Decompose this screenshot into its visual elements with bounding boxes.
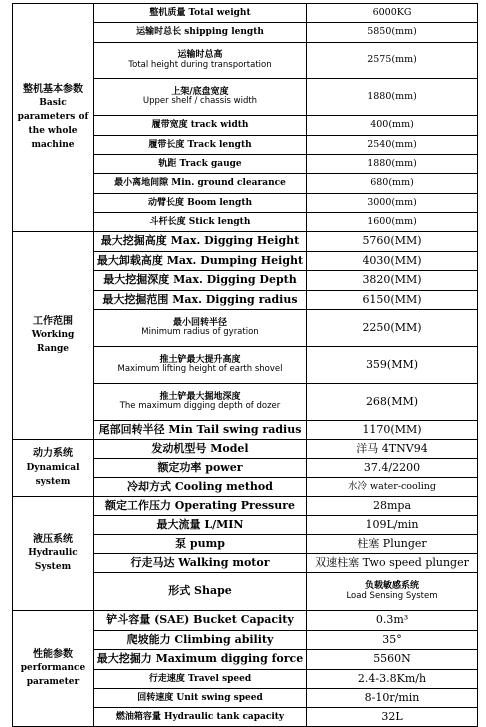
value-pump: 柱塞 Plunger <box>307 535 478 554</box>
value-max-dumping-height: 4030(MM) <box>307 252 478 271</box>
value-max-digging-force: 5560N <box>307 650 478 670</box>
param-bucket-capacity: 铲斗容量 (SAE) Bucket Capacity <box>94 611 307 631</box>
param-shovel-lift-height-zh: 推土铲最大提升高度 <box>159 354 241 365</box>
param-dozer-digging-depth-zh: 推土铲最大掘地深度 <box>159 391 241 402</box>
value-max-flow: 109L/min <box>307 516 478 535</box>
table-row <box>13 4 478 23</box>
section-basic-en-1: Basic <box>39 98 67 109</box>
section-hydraulic-en-1: Hydraulic <box>28 548 78 559</box>
value-cooling-method: 水冷 water-cooling <box>307 478 478 497</box>
param-shape: 形式 Shape <box>94 573 307 611</box>
param-min-gyration-radius-zh: 最小回转半径 <box>172 317 227 328</box>
param-max-flow: 最大流量 L/MIN <box>94 516 307 535</box>
value-shape-en: Load Sensing System <box>346 590 438 601</box>
param-transport-height-zh: 运输时总高 <box>177 50 223 61</box>
param-walking-motor: 行走马达 Walking motor <box>94 554 307 573</box>
value-max-digging-radius: 6150(MM) <box>307 291 478 310</box>
param-max-dumping-height: 最大卸载高度 Max. Dumping Height <box>94 252 307 271</box>
param-tail-swing-radius: 尾部回转半径 Min Tail swing radius <box>94 421 307 440</box>
section-basic-label <box>13 4 94 232</box>
value-travel-speed: 2.4-3.8Km/h <box>307 670 478 689</box>
value-walking-motor: 双速柱塞 Two speed plunger <box>307 554 478 573</box>
value-tank-capacity: 32L <box>307 708 478 727</box>
section-performance-en-2: parameter <box>26 677 80 688</box>
param-cooling-method: 冷却方式 Cooling method <box>94 478 307 497</box>
section-performance-en-1: performance <box>20 663 86 674</box>
section-hydraulic-label <box>13 497 94 611</box>
value-shipping-length: 5850(mm) <box>307 23 478 43</box>
param-chassis-width-en: Upper shelf / chassis width <box>142 96 258 107</box>
section-working-label <box>13 232 94 440</box>
section-basic-en-3: the whole <box>28 126 78 137</box>
value-dozer-digging-depth: 268(MM) <box>307 384 478 421</box>
value-stick-length: 1600(mm) <box>307 213 478 232</box>
value-boom-length: 3000(mm) <box>307 194 478 213</box>
param-track-gauge: 轨距 Track gauge <box>94 155 307 174</box>
value-shape <box>307 573 478 611</box>
param-rated-power: 额定功率 power <box>94 459 307 478</box>
table-row <box>13 497 478 516</box>
value-transport-height: 2575(mm) <box>307 43 478 79</box>
param-dozer-digging-depth <box>94 384 307 421</box>
value-max-digging-depth: 3820(MM) <box>307 271 478 291</box>
param-max-digging-force: 最大挖掘力 Maximum digging force <box>94 650 307 670</box>
value-engine-model: 洋马 4TNV94 <box>307 440 478 459</box>
section-basic-en-2: parameters of <box>17 112 89 123</box>
table-row <box>13 232 478 252</box>
value-shovel-lift-height: 359(MM) <box>307 347 478 384</box>
section-working-en: Working Range <box>31 330 75 355</box>
value-total-weight: 6000KG <box>307 4 478 23</box>
param-stick-length: 斗杆长度 Stick length <box>94 213 307 232</box>
param-max-digging-height: 最大挖掘高度 Max. Digging Height <box>94 232 307 252</box>
param-shovel-lift-height-en: Maximum lifting height of earth shovel <box>117 364 283 375</box>
section-power-en-1: Dynamical <box>26 462 80 473</box>
section-hydraulic-en-2: System <box>34 562 72 573</box>
param-transport-height-en: Total height during transportation <box>128 59 272 70</box>
section-basic-en-4: machine <box>31 140 75 151</box>
value-track-width: 400(mm) <box>307 116 478 136</box>
value-operating-pressure: 28mpa <box>307 497 478 516</box>
section-power-zh: 动力系统 <box>33 448 73 460</box>
section-hydraulic-zh: 液压系统 <box>33 533 73 545</box>
value-max-digging-height: 5760(MM) <box>307 232 478 252</box>
param-travel-speed: 行走速度 Travel speed <box>94 670 307 689</box>
section-performance-zh: 性能参数 <box>33 648 73 660</box>
param-boom-length: 动臂长度 Boom length <box>94 194 307 213</box>
param-track-width: 履带宽度 track width <box>94 116 307 136</box>
param-operating-pressure: 额定工作压力 Operating Pressure <box>94 497 307 516</box>
value-climbing-ability: 35° <box>307 631 478 650</box>
param-pump: 泵 pump <box>94 535 307 554</box>
value-chassis-width: 1880(mm) <box>307 79 478 116</box>
spec-table <box>12 3 478 727</box>
param-min-gyration-radius <box>94 310 307 347</box>
table-row <box>13 611 478 631</box>
param-chassis-width <box>94 79 307 116</box>
value-ground-clearance: 680(mm) <box>307 174 478 194</box>
param-engine-model: 发动机型号 Model <box>94 440 307 459</box>
param-swing-speed: 回转速度 Unit swing speed <box>94 689 307 708</box>
param-dozer-digging-depth-en: The maximum digging depth of dozer <box>119 401 281 412</box>
param-min-gyration-radius-en: Minimum radius of gyration <box>141 327 259 338</box>
section-power-label <box>13 440 94 497</box>
table-row <box>13 440 478 459</box>
value-bucket-capacity: 0.3m³ <box>307 611 478 631</box>
value-swing-speed: 8-10r/min <box>307 689 478 708</box>
section-working-zh: 工作范围 <box>33 315 73 327</box>
section-power-en-2: system <box>35 476 71 487</box>
param-shovel-lift-height <box>94 347 307 384</box>
param-transport-height <box>94 43 307 79</box>
section-basic-zh: 整机基本参数 <box>23 83 83 95</box>
value-rated-power: 37.4/2200 <box>307 459 478 478</box>
param-max-digging-radius: 最大挖掘范围 Max. Digging radius <box>94 291 307 310</box>
param-track-length: 履带长度 Track length <box>94 136 307 155</box>
value-min-gyration-radius: 2250(MM) <box>307 310 478 347</box>
value-track-length: 2540(mm) <box>307 136 478 155</box>
param-chassis-width-zh: 上架/底盘宽度 <box>171 86 229 97</box>
param-shipping-length: 运输时总长 shipping length <box>94 23 307 43</box>
param-tank-capacity: 燃油箱容量 Hydraulic tank capacity <box>94 708 307 727</box>
section-performance-label <box>13 611 94 727</box>
param-max-digging-depth: 最大挖掘深度 Max. Digging Depth <box>94 271 307 291</box>
param-climbing-ability: 爬坡能力 Climbing ability <box>94 631 307 650</box>
param-ground-clearance: 最小离地间隙 Min. ground clearance <box>94 174 307 194</box>
param-total-weight: 整机质量 Total weight <box>94 4 307 23</box>
value-track-gauge: 1880(mm) <box>307 155 478 174</box>
value-shape-zh: 负载敏感系统 <box>364 581 419 592</box>
value-tail-swing-radius: 1170(MM) <box>307 421 478 440</box>
